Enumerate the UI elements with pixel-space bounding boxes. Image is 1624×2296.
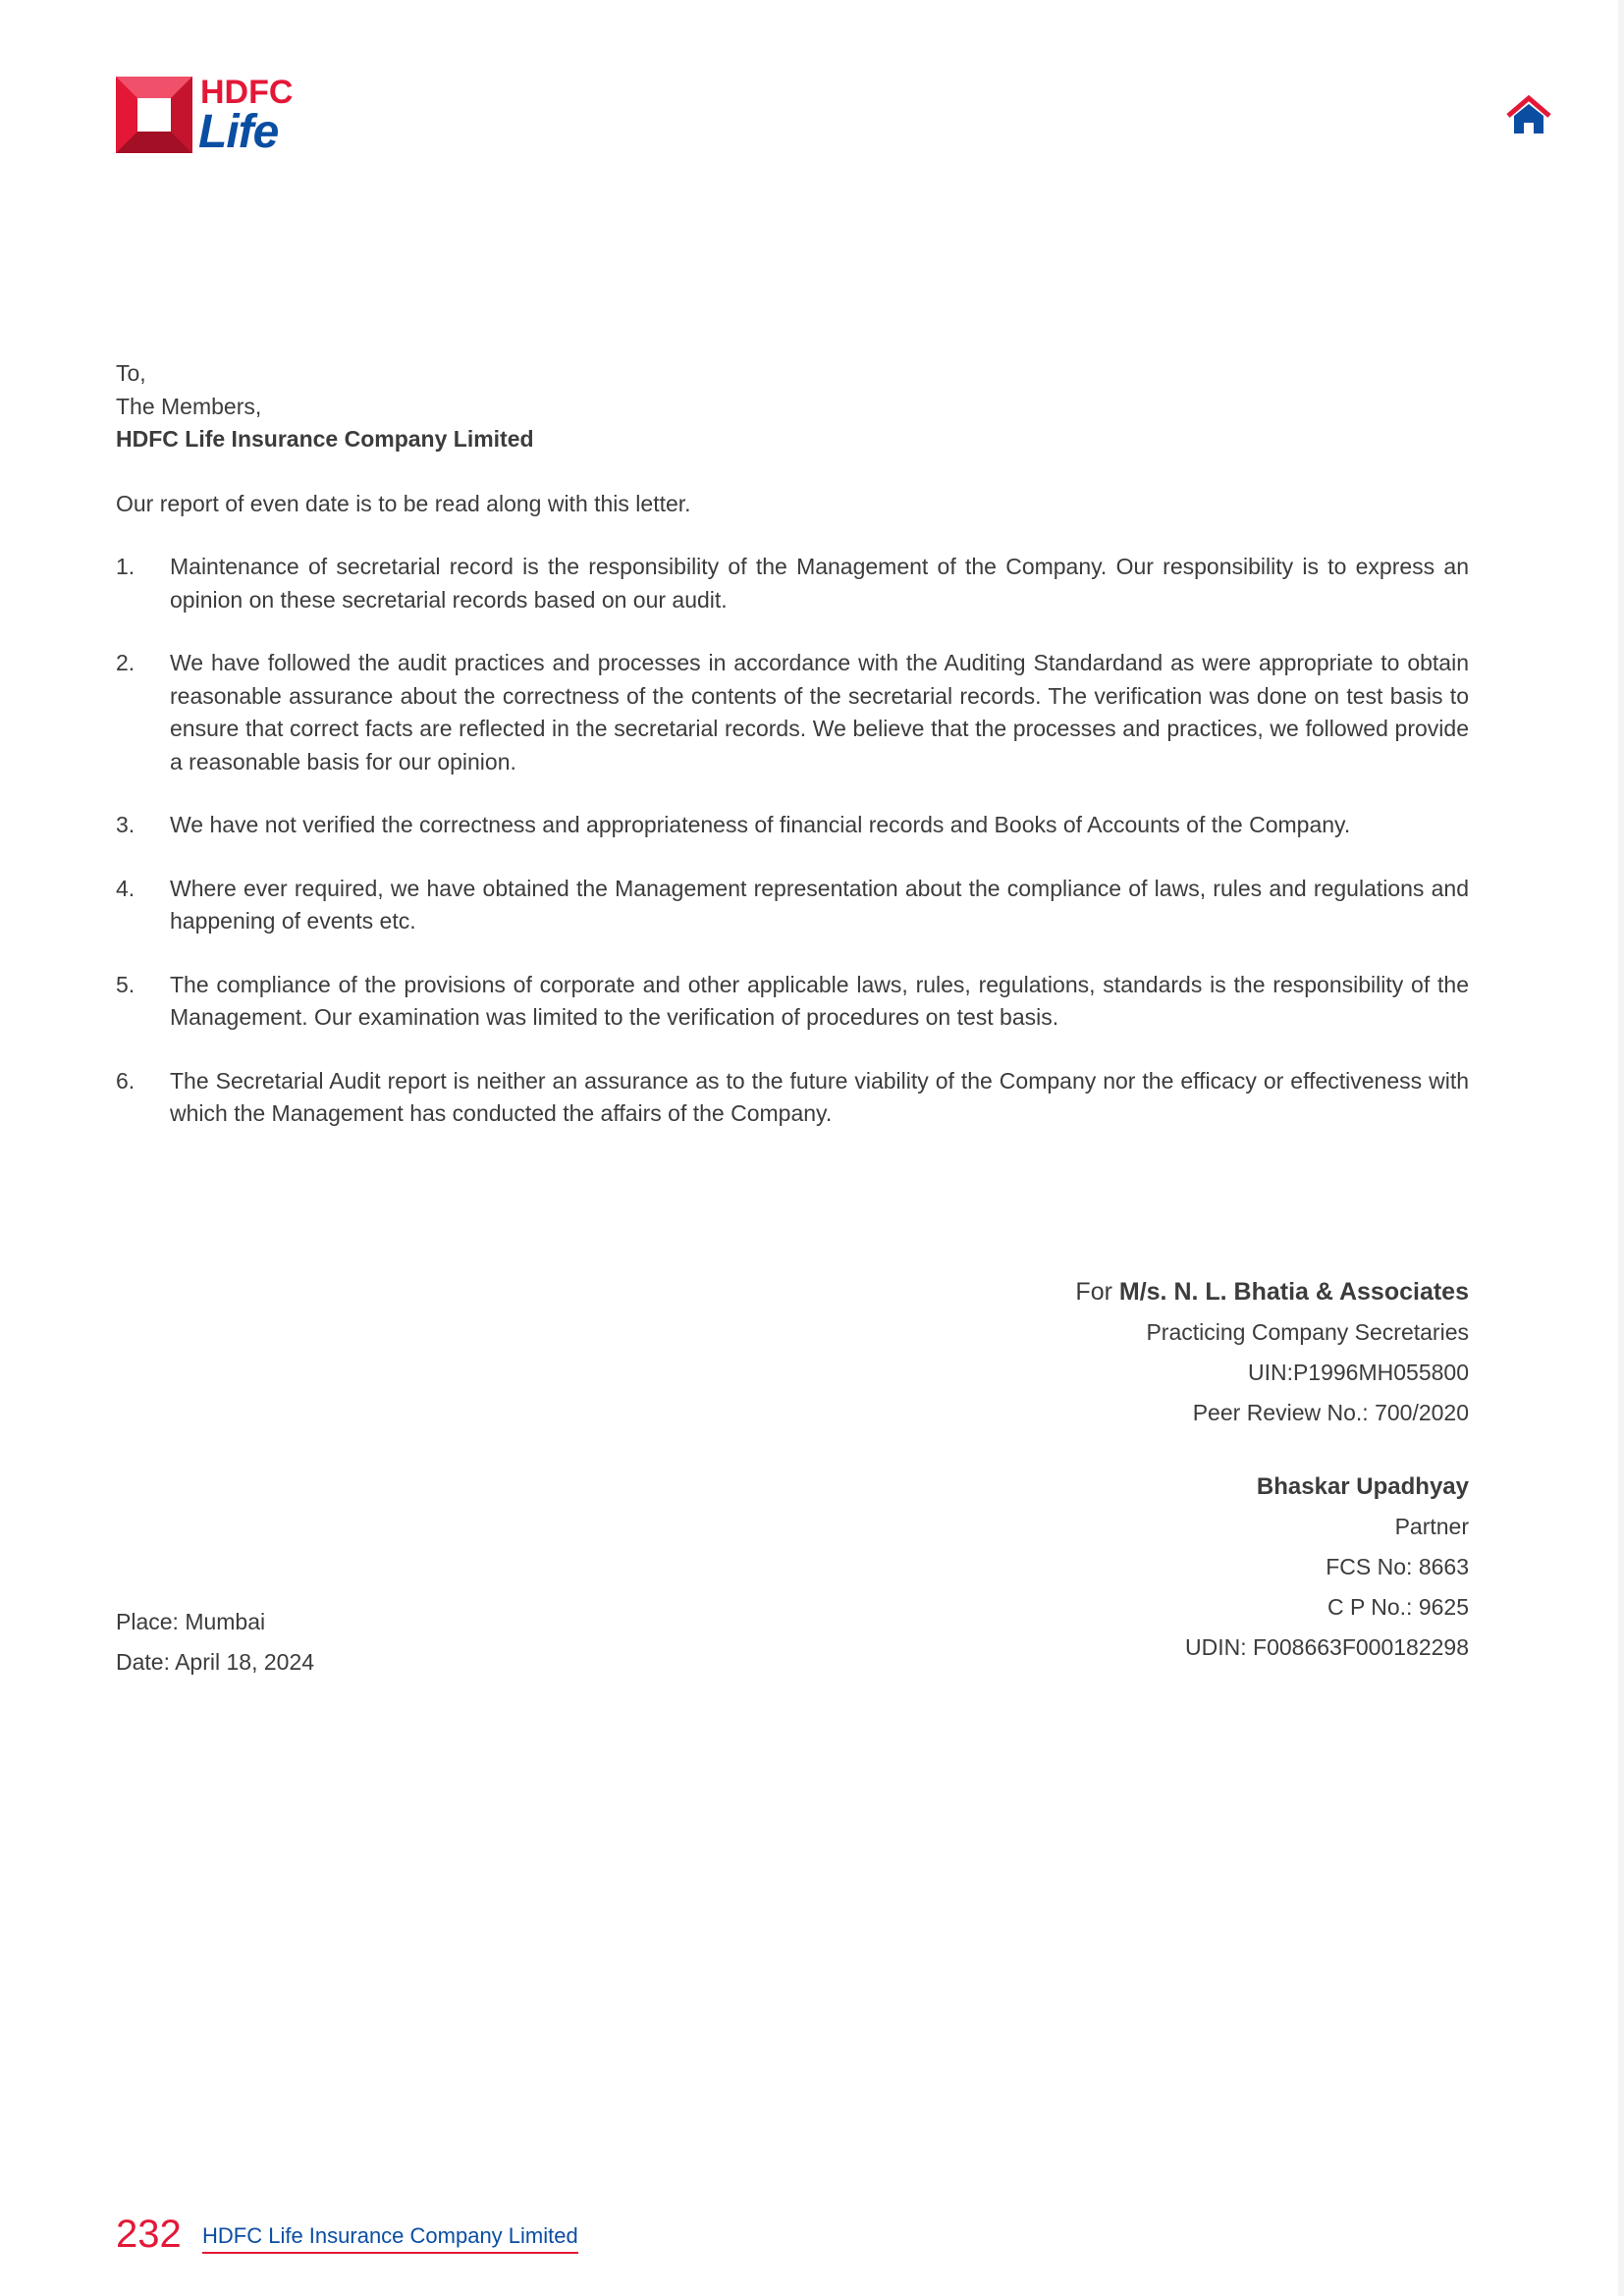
list-item-text: The Secretarial Audit report is neither an assurance as to the future viability of the Company nor the efficacy or effectiveness with which the Management has conducted the affairs of the Company. [170,1067,1469,1126]
salutation-to: To, [116,360,146,386]
list-item-number: 1. [116,554,135,579]
fcs-number: FCS No: 8663 [1326,1554,1469,1579]
list-item-text: We have followed the audit practices and processes in accordance with the Auditing Standardand as were appropriate to obtain reasonable assurance about the correctness of the contents of the secretarial records. The verification was done on test basis to ensure that correct facts are reflected in the secretarial records. We believe that the processes and practices, we followed provide a reasonable basis for our opinion. [170,650,1469,774]
logo-text-life: Life [198,106,279,158]
firm-uin: UIN:P1996MH055800 [1247,1360,1469,1385]
partner-title: Partner [1394,1514,1469,1539]
peer-review: Peer Review No.: 700/2020 [1192,1400,1469,1425]
logo-mark-icon [116,77,192,153]
date: Date: April 18, 2024 [116,1649,315,1675]
firm-name: M/s. N. L. Bhatia & Associates [1118,1278,1469,1306]
footer-company-link[interactable]: HDFC Life Insurance Company Limited [202,2221,578,2254]
list-item-text: We have not verified the correctness and appropriateness of financial records and Books of Accounts of the Company. [170,812,1351,837]
list-item-text: The compliance of the provisions of corporate and other applicable laws, rules, regulations, standards is the responsibility of the Management. Our examination was limited to the verification of procedures on test basis. [170,971,1469,1030]
letter-body [116,357,1469,1161]
udin-number: UDIN: F008663F000182298 [1185,1634,1469,1660]
home-icon[interactable] [1505,94,1552,137]
list-item [116,1065,1469,1131]
page-edge [1618,0,1624,2296]
logo-text-hdfc: HDFC [200,74,294,111]
firm-line [1075,1272,1469,1312]
place: Place: Mumbai [116,1609,266,1634]
list-item [116,809,1469,842]
list-item [116,969,1469,1035]
firm-prefix: For [1075,1278,1119,1306]
salutation-members: The Members, [116,393,262,419]
intro-paragraph: Our report of even date is to be read along with this letter. [116,490,691,516]
firm-role: Practicing Company Secretaries [1146,1319,1469,1345]
page-number: 232 [116,2213,182,2256]
list-item-number: 3. [116,812,135,837]
signature-block [1075,1272,1469,1668]
hdfc-life-logo [116,74,304,159]
list-item [116,647,1469,778]
partner-name: Bhaskar Upadhyay [1256,1473,1469,1500]
list-item [116,551,1469,616]
list-item-text: Maintenance of secretarial record is the responsibility of the Management of the Company. Our responsibility is to express an opinion on these secretarial records based on our audit. [170,554,1469,613]
list-item-number: 2. [116,650,135,675]
statement-list [116,551,1469,1131]
list-item [116,873,1469,938]
list-item-number: 6. [116,1067,135,1094]
cp-number: C P No.: 9625 [1326,1594,1469,1620]
list-item-text: Where ever required, we have obtained the Management representation about the compliance of laws, rules and regulations and happening of events etc. [170,875,1469,934]
list-item-number: 5. [116,971,135,997]
signature-gap [1075,1433,1469,1467]
addressee-block [116,357,1469,456]
addressee-company: HDFC Life Insurance Company Limited [116,426,534,452]
list-item-number: 4. [116,875,135,901]
place-date-block [116,1602,314,1682]
